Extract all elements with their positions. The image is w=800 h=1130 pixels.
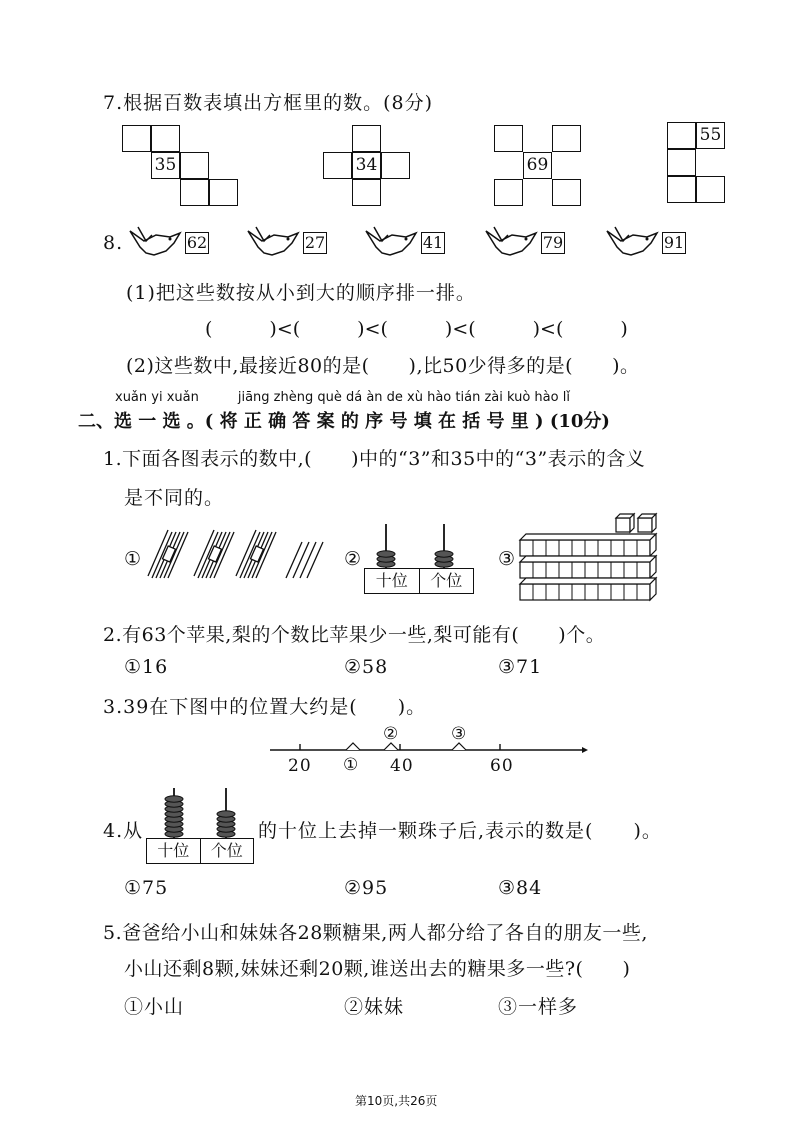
grid-cell[interactable] (122, 125, 151, 152)
q5-option-a[interactable]: ①小山 (124, 996, 185, 1018)
grid-cell[interactable] (151, 125, 180, 152)
q3-text[interactable]: 3.39在下图中的位置大约是( )。 (103, 696, 427, 718)
grid-cell[interactable] (352, 179, 381, 206)
grid-cell[interactable] (667, 176, 696, 203)
q5-option-b[interactable]: ②妹妹 (344, 996, 405, 1018)
grid-cell[interactable] (667, 122, 696, 149)
q4-option-c[interactable]: ③84 (498, 877, 543, 899)
grid-cell[interactable] (180, 152, 209, 179)
q5-line2[interactable]: 小山还剩8颗,妹妹还剩20颗,谁送出去的糖果多一些?( ) (124, 958, 631, 980)
tick-label-60: 60 (490, 756, 514, 776)
grid-cell[interactable] (180, 179, 209, 206)
grid-cell[interactable] (552, 179, 581, 206)
q1-option3-label[interactable]: ③ (498, 548, 517, 570)
grid-cell[interactable] (667, 149, 696, 176)
ones-label: 个位 (210, 841, 243, 860)
bird-number: 79 (542, 233, 564, 252)
bird-icon (362, 225, 418, 259)
q2-option-b[interactable]: ②58 (344, 656, 389, 678)
number-line (270, 742, 590, 754)
ones-label: 个位 (430, 571, 463, 590)
grid-cell[interactable] (494, 179, 523, 206)
page-footer: 第10页,共26页 (355, 1094, 438, 1108)
mark-3[interactable]: ③ (451, 724, 468, 744)
ten-blocks-image (520, 514, 665, 604)
bird-number: 62 (186, 233, 208, 252)
q1-option2-label[interactable]: ② (344, 548, 363, 570)
tick-label-20: 20 (288, 756, 312, 776)
grid-cell[interactable] (209, 179, 238, 206)
sticks-bundles-image (144, 528, 324, 584)
q8-order-line[interactable]: ( )<( )<( )<( )<( ) (205, 318, 628, 340)
q5-option-c[interactable]: ③一样多 (498, 996, 579, 1018)
bird-number: 91 (663, 233, 685, 252)
grid-cell-given: 35 (151, 152, 180, 179)
q4-option-b[interactable]: ②95 (344, 877, 389, 899)
grid-cell[interactable] (381, 152, 410, 179)
q2-option-a[interactable]: ①16 (124, 656, 169, 678)
q4-option-a[interactable]: ①75 (124, 877, 169, 899)
q7-title: 7.根据百数表填出方框里的数。(8分) (103, 92, 434, 114)
bird-icon (126, 225, 182, 259)
q4-prefix: 4.从 (103, 820, 144, 842)
abacus-place-table (146, 838, 254, 864)
bird-number: 27 (304, 233, 326, 252)
abacus-place-table (364, 568, 474, 594)
abacus-image (366, 522, 476, 568)
section2-title: 二、选 一 选 。( 将 正 确 答 案 的 序 号 填 在 括 号 里 ) (10分) (78, 411, 610, 432)
q1-line2: 是不同的。 (124, 487, 225, 509)
q5-line1: 5.爸爸给小山和妹妹各28颗糖果,两人都分给了各自的朋友一些, (103, 922, 648, 944)
grid-cell[interactable] (494, 125, 523, 152)
grid-cell[interactable] (352, 125, 381, 152)
abacus-image (146, 786, 256, 838)
q2-text[interactable]: 2.有63个苹果,梨的个数比苹果少一些,梨可能有( )个。 (103, 624, 606, 646)
tens-label: 十位 (147, 839, 201, 863)
q1-line1[interactable]: 1.下面各图表示的数中,( )中的“3”和35中的“3”表示的含义 (103, 448, 646, 470)
grid-cell-given: 34 (352, 152, 381, 179)
grid-cell-given: 55 (696, 122, 725, 149)
bird-icon (482, 225, 538, 259)
section2-pinyin: xuǎn yi xuǎn jiāng zhèng què dá àn de xù hào tián zài kuò hào lǐ (115, 390, 570, 405)
bird-number: 41 (422, 233, 444, 252)
q4-suffix[interactable]: 的十位上去掉一颗珠子后,表示的数是( )。 (258, 820, 662, 842)
bird-icon (244, 225, 300, 259)
q8-part2[interactable]: (2)这些数中,最接近80的是( ),比50少得多的是( )。 (126, 355, 640, 377)
q1-option1-label[interactable]: ① (124, 548, 143, 570)
grid-cell[interactable] (552, 125, 581, 152)
q8-part1: (1)把这些数按从小到大的顺序排一排。 (126, 282, 476, 304)
grid-cell-given: 69 (523, 152, 552, 179)
mark-1[interactable]: ① (343, 755, 360, 775)
tens-label: 十位 (365, 569, 420, 593)
mark-2[interactable]: ② (383, 724, 400, 744)
grid-cell[interactable] (696, 176, 725, 203)
q2-option-c[interactable]: ③71 (498, 656, 543, 678)
bird-icon (603, 225, 659, 259)
tick-label-40: 40 (390, 756, 414, 776)
grid-cell[interactable] (323, 152, 352, 179)
q8-label: 8. (103, 232, 124, 254)
